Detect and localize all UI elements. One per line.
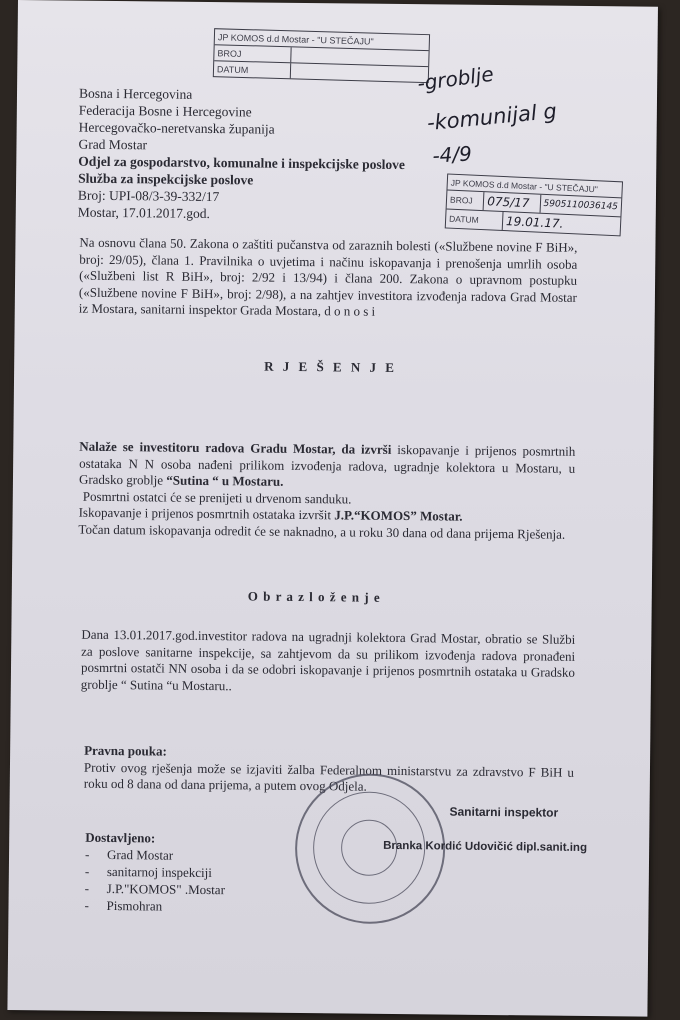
- decision-bold-start: Nalaže se investitoru radova Gradu Mostar, da izvrši: [79, 438, 392, 457]
- delivery-item: - sanitarnoj inspekciji: [84, 863, 213, 881]
- signature-role: Sanitarni inspektor: [449, 804, 559, 820]
- stamp-header: JP KOMOS d.d Mostar - "U STEČAJU": [217, 31, 374, 47]
- decision-location: “Sutina “ u Mostaru.: [166, 472, 284, 489]
- stamp-right-broj-value: 075/17: [484, 192, 541, 213]
- intro-paragraph: Na osnovu člana 50. Zakona o zaštiti pučanstva od zaraznih bolesti («Službene novine F BiH», broj: 29/05), člana 1. Pravilnika o uvjetima i načinu iskopavanja i prenošenja umrlih osoba («Službeni list R BiH», broj: 2/92 i 13/94) i člana 200. Zakona o upravnom postupku («Službene novine F BiH», broj: 2/98), a na zahtjev investitora izvođenja radova Grad Mostar iz Mostara, sanitarni inspektor Grada Mostara, d o n o s i: [78, 234, 578, 319]
- header-department: Odjel za gospodarstvo, komunalne i inspekcijske poslove: [78, 153, 406, 173]
- handwritten-note-1: -groblje: [415, 61, 495, 96]
- decision-title: R J E Š E N J E: [264, 358, 398, 375]
- delivery-item: - Grad Mostar: [84, 846, 174, 863]
- delivery-list: [84, 829, 305, 916]
- decision-section: [78, 439, 575, 543]
- legal-title: Pravna pouka:: [84, 742, 167, 759]
- decision-text-1: iskopavanje i prijenos posmrtnih ostataka N N osoba nađeni prilikom izvođenja radova, ugradnje kolektora u Mostaru, u Gradsko groblje: [78, 441, 576, 488]
- header-federation: Federacija Bosne i Hercegovine: [78, 102, 252, 120]
- delivery-title: Dostavljeno:: [85, 829, 156, 846]
- stamp-broj-label: BROJ: [214, 45, 291, 62]
- decision-text-3: Iskopavanje i prijenos posmrtnih ostataka izvršit: [78, 504, 335, 523]
- decision-paragraph-1: [79, 439, 575, 494]
- stamp-right-broj-extra: 5905110036145: [543, 198, 619, 213]
- stamp-datum-label: DATUM: [214, 61, 291, 78]
- signature-name: Branka Kordić Udovičić dipl.sanit.ing: [383, 839, 588, 855]
- document-page: [7, 0, 658, 1017]
- reasoning-title: O b r a z l o ž e n j e: [247, 588, 381, 605]
- legal-text: Protiv ovog rješenja može se izjaviti žalba Federalnom ministarstvu za zdravstvo F BiH u roku od 8 dana od dana prijema, a putem ovog Odjela.: [83, 759, 575, 794]
- registry-stamp-right: [445, 173, 623, 236]
- header-reference-number: Broj: UPI-08/3-39-332/17: [77, 187, 220, 205]
- header-canton: Hercegovačko-neretvanska županija: [78, 119, 275, 137]
- reasoning-paragraph: Dana 13.01.2017.god.investitor radova na ugradnji kolektora Grad Mostar, obratio se Službi za poslove sanitarne inspekcije, sa zahtjevom da su prilikom izvođenja radova pronađeni posmrtni ostatči NN osoba i da se odobri iskopavanje i prijenos posmrtnih ostataka u Gradsko groblje “ Sutina “u Mostaru..: [80, 626, 576, 693]
- decision-paragraph-4: Točan datum iskopavanja odredit će se naknadno, a u roku 30 dana od dana prijema Rješenja.: [78, 521, 566, 542]
- document-header: [78, 85, 439, 225]
- handwritten-note-2: -komunijal g: [425, 98, 558, 136]
- header-country: Bosna i Hercegovina: [78, 85, 193, 102]
- stamp-right-broj-label: BROJ: [447, 190, 485, 210]
- stamp-right-datum-label: DATUM: [446, 209, 504, 230]
- stamp-right-header: JP KOMOS d.d Mostar - "U STEČAJU": [450, 177, 599, 194]
- decision-paragraph-2: Posmrtni ostatci će se prenijeti u drvenom sanduku.: [82, 488, 352, 507]
- signature-block: [449, 805, 558, 820]
- stamp-right-datum-value: 19.01.17.: [505, 214, 564, 231]
- delivery-item: - J.P."KOMOS" .Mostar: [84, 880, 226, 898]
- decision-executor: J.P.“KOMOS” Mostar.: [334, 507, 463, 524]
- header-date: Mostar, 17.01.2017.god.: [77, 204, 211, 222]
- registry-stamp-top: [213, 28, 430, 83]
- delivery-item: - Pismohran: [84, 897, 163, 914]
- handwritten-note-3: -4/9: [431, 141, 473, 168]
- header-service: Služba za inspekcijske poslove: [78, 170, 254, 188]
- header-city: Grad Mostar: [78, 136, 148, 153]
